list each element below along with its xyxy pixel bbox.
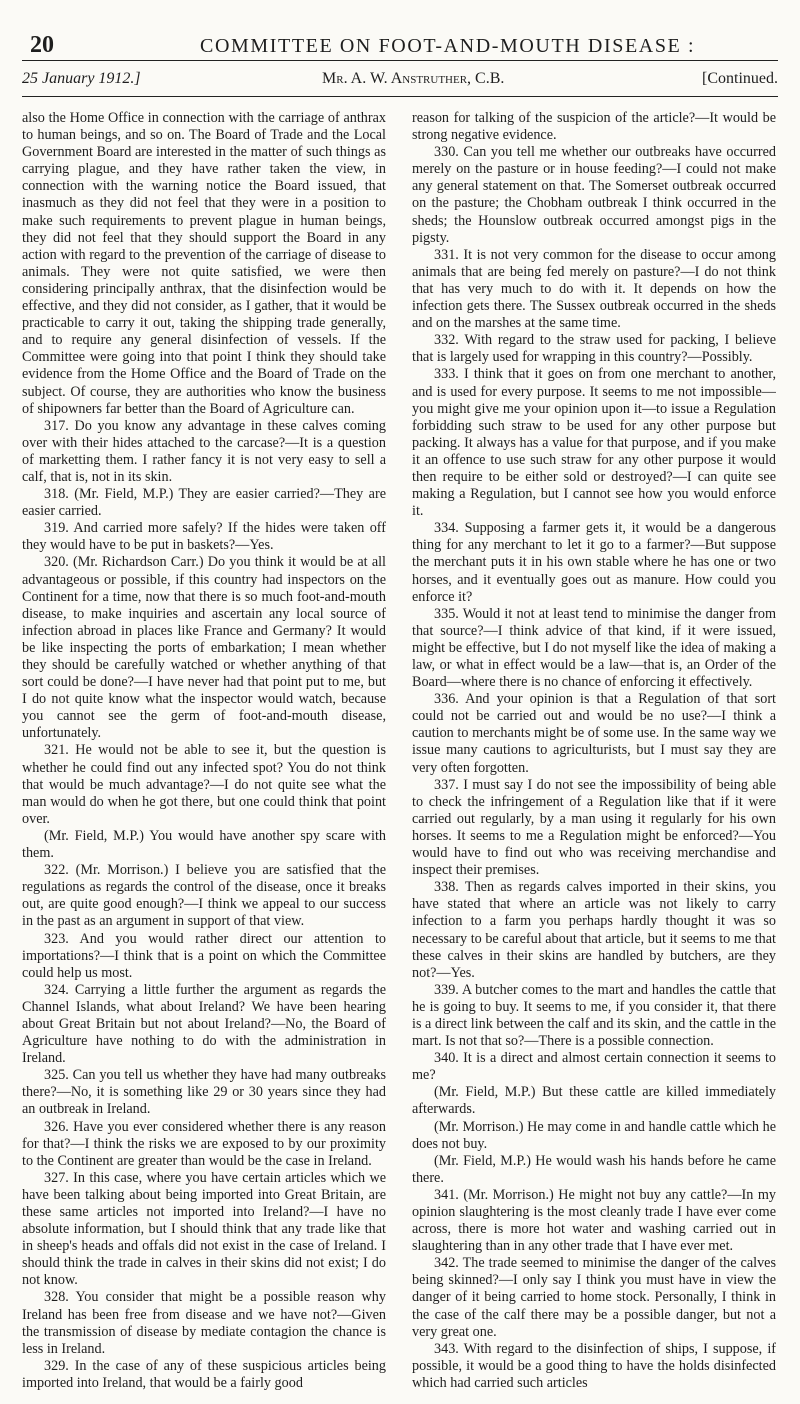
continued-label: [Continued. [702,70,778,87]
paragraph: 336. And your opinion is that a Regulation of that sort could not be carried out and would be no use?—I think a caution to merchants might be of some use. In the same way we issue many cautions to agriculturists, but I must say they are very often forgotten. [412,691,776,776]
paragraph: 322. (Mr. Morrison.) I believe you are satisfied that the regulations as regards the control of the disease, once it breaks out, are quite good enough?—I think we appeal to our success in the past as an argument in support of that view. [22,862,386,930]
paragraph: (Mr. Field, M.P.) He would wash his hands before he came there. [412,1152,776,1186]
paragraph: 327. In this case, where you have certain articles which we have been talking about being imported into Great Britain, are these same articles not imported into Ireland?—I have no absolute information, but I should think that any trade like that in sheep's heads and offals did not exist in the case of Ireland. I should think the trade in calves in their skins did not exist; I do not know. [22,1169,386,1289]
hearing-date: 25 January 1912.] [22,70,141,87]
paragraph: 334. Supposing a farmer gets it, it would be a dangerous thing for any merchant to let it go to a farmer?—But suppose the merchant puts it in his own stable where he has one or two horses, and it eventually goes out as manure. How could you enforce it? [412,520,776,605]
paragraph: 321. He would not be able to see it, but the question is whether he could find out any infected spot? You do not think that would be much advantage?—I do not quite see what the man would do when he got there, but one could think that point over. [22,742,386,827]
paragraph: 319. And carried more safely? If the hides were taken off they would have to be put in baskets?—Yes. [22,520,386,554]
subheader-rule [22,96,778,97]
paragraph: (Mr. Field, M.P.) You would have another spy scare with them. [22,827,386,862]
paragraph: 328. You consider that might be a possible reason why Ireland has been free from disease and we have not?—Given the transmission of disease by mediate contagion the chance is less in Ireland. [22,1289,386,1357]
left-column [22,110,386,1390]
right-column [412,110,776,1390]
paragraph: also the Home Office in connection with the carriage of anthrax to human beings, and so on. The Board of Trade and the Local Government Board are interested in the matter of such things as carrying plague, and they have rather taken the view, in connection with the warning notice the Board issued, that inasmuch as they did not feel that they were in a position to make such requirements to prevent plague in human beings, they did not feel that they should support the Board in any action with regard to the prevention of the carriage of disease to animals. They were not quite satisfied, we were then considering principally anthrax, that the disinfection would be effective, and they did not consider, as I gather, that it would be practicable to carry it out, taking the shipping trade generally, and to require any general disinfection of vessels. If the Committee were going into that point I think they should take evidence from the Home Office and the Board of Trade on the subject. Of course, they are authorities who know the business of shipowners far better than the Board of Agriculture can. [22,110,386,417]
paragraph: 332. With regard to the straw used for packing, I believe that is largely used for wrapping in this country?—Possibly. [412,332,776,366]
running-head [30,30,778,60]
paragraph: 335. Would it not at least tend to minimise the danger from that source?—I think advice of that kind, if it were issued, might be effective, but I do not myself like the idea of making a law, or what in effect would be a law—that is, an Order of the Board—where there is no chance of enforcing it effectively. [412,605,776,691]
paragraph: reason for talking of the suspicion of the article?—It would be strong negative evidence. [412,110,776,144]
paragraph: 338. Then as regards calves imported in their skins, you have stated that where an article was not likely to carry infection to a farm you perhaps hardly thought it was so necessary to be careful about that article, but it seems to me that these calves in their skins are handled by butchers, are they not?—Yes. [412,879,776,981]
paragraph: 320. (Mr. Richardson Carr.) Do you think it would be at all advantageous or possible, if this country had inspectors on the Continent for a time, now that there is so much foot-and-mouth disease, to make inquiries and ascertain any local source of infection abroad in places like France and Germany? It would be like inspecting the ports of embarkation; I mean whether they should be carefully watched or whether anything of that sort could be done?—I have never had that point put to me, but I do not quite know what the inspector would watch, because you cannot see the germ of foot-and-mouth disease, unfortunately. [22,554,386,742]
paragraph: 329. In the case of any of these suspicious articles being imported into Ireland, that would be a fairly good [22,1357,386,1390]
paragraph: 342. The trade seemed to minimise the danger of the calves being skinned?—I only say I think you must have in view the danger of it being carried to home stock. Personally, I think in the case of the calf there may be a possible danger, but not a very great one. [412,1255,776,1340]
header-rule [22,60,778,61]
paragraph: 324. Carrying a little further the argument as regards the Channel Islands, what about Ireland? We have been hearing about Great Britain but not about Ireland?—No, the Board of Agriculture have nothing to do with the administration in Ireland. [22,981,386,1067]
paragraph: 317. Do you know any advantage in these calves coming over with their hides attached to the carcase?—It is a question of marketting them. I rather fancy it is not very easy to sell a calf, that is, not in its skin. [22,417,386,485]
paragraph: 323. And you would rather direct our attention to importations?—I think that is a point on which the Committee could help us most. [22,930,386,981]
paragraph: 343. With regard to the disinfection of ships, I suppose, if possible, it would be a good thing to have the holds disinfected which had carried such articles [412,1340,776,1390]
paragraph: 325. Can you tell us whether they have had many outbreaks there?—No, it is something like 29 or 30 years since they had an outbreak in Ireland. [22,1067,386,1118]
paragraph: 341. (Mr. Morrison.) He might not buy any cattle?—In my opinion slaughtering is the most cleanly trade I have ever come across, there is more hot water and washing carried out in slaughtering than in any other trade that I have ever met. [412,1186,776,1255]
paragraph: 326. Have you ever considered whether there is any reason for that?—I think the risks we are exposed to by our proximity to the Continent are greater than would be the case in Ireland. [22,1118,386,1169]
paragraph: (Mr. Morrison.) He may come in and handle cattle which he does not buy. [412,1118,776,1152]
page-number: 20 [30,32,54,58]
paragraph: 330. Can you tell me whether our outbreaks have occurred merely on the pasture or in house feeding?—I could not make any general statement on that. The Somerset outbreak occurred on the pasture; the Chobham outbreak I think occurred in the sheds; the Hounslow outbreak occurred amongst pigs in the pigsty. [412,144,776,246]
paragraph: (Mr. Field, M.P.) But these cattle are killed immediately afterwards. [412,1084,776,1118]
witness-name: Mr. A. W. Anstruther, C.B. [322,70,505,87]
committee-title: COMMITTEE ON FOOT-AND-MOUTH DISEASE : [200,35,696,57]
paragraph: 337. I must say I do not see the impossibility of being able to check the infringement of a Regulation like that if it were carried out regularly, by a man using it regularly for his own horses. It seems to me a Regulation might be enforced?—You would have to find out who was receiving merchandise and inspect their premises. [412,776,776,879]
paragraph: 331. It is not very common for the disease to occur among animals that are being fed merely on pasture?—I do not think that has very much to do with it. It depends on how the infection gets there. The Sussex outbreak occurred in the sheds and on the marshes at the same time. [412,246,776,332]
paragraph: 318. (Mr. Field, M.P.) They are easier carried?—They are easier carried. [22,486,386,520]
paragraph: 333. I think that it goes on from one merchant to another, and is used for every purpose. It seems to me not impossible—you might give me your opinion upon it—to issue a Regulation forbidding such straw to be used for any other purpose but packing. It always has a value for that purpose, and if you make it an offence to use such straw for any other purpose it would then require to be either sold or destroyed?—I can quite see making a Regulation, but I cannot see how you would enforce it. [412,366,776,520]
subheader [22,66,778,92]
paragraph: 340. It is a direct and almost certain connection it seems to me? [412,1050,776,1084]
paragraph: 339. A butcher comes to the mart and handles the cattle that he is going to buy. It seems to me, if you consider it, that there is a direct link between the calf and its skin, and the cattle in the mart. Is not that so?—There is a possible connection. [412,981,776,1050]
